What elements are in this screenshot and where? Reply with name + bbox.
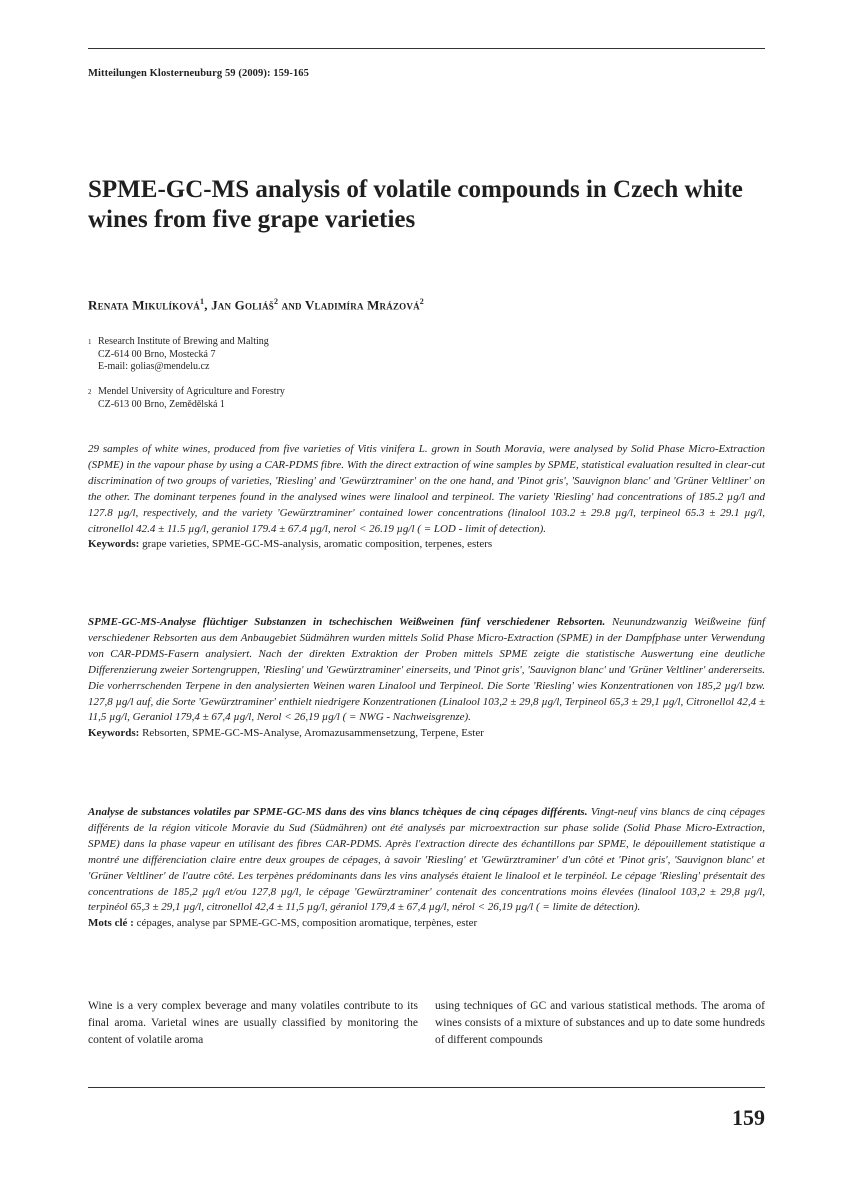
abstract-french: [88, 805, 765, 932]
affiliation-line: CZ-613 00 Brno, Zemědělská 1: [98, 398, 225, 410]
affiliation: [88, 336, 269, 374]
bottom-rule: [88, 1087, 765, 1088]
abstract-lead-title: SPME-GC-MS-Analyse flüchtiger Substanzen in tschechischen Weißweinen fünf verschiedener Rebsorten.: [88, 616, 606, 628]
author-name: Jan Goliáš: [211, 297, 274, 313]
body-column-left: Wine is a very complex beverage and many volatiles contribute to its final aroma. Varietal wines are usually classified by monitoring the content of volatile aroma: [88, 1000, 418, 1046]
page-number: 159: [732, 1105, 765, 1130]
keywords-label: Mots clé :: [88, 917, 134, 930]
affiliation-marker: 2: [419, 297, 424, 306]
author-separator: and: [278, 297, 305, 313]
affiliation-number: 1: [88, 338, 92, 346]
abstract-lead-title: Analyse de substances volatiles par SPME-GC-MS dans des vins blancs tchèques de cinq cépages différents.: [88, 806, 588, 818]
paper-title: SPME-GC-MS analysis of volatile compounds in Czech white wines from five grape varieties: [88, 176, 743, 233]
keywords: [88, 916, 765, 932]
keywords-text: grape varieties, SPME-GC-MS-analysis, aromatic composition, terpenes, esters: [139, 538, 493, 551]
keywords: [88, 726, 765, 742]
body-column-right: using techniques of GC and various statistical methods. The aroma of wines consists of a mixture of substances and up to date some hundreds of different compounds: [435, 1000, 765, 1046]
author-list: [88, 297, 424, 313]
journal-citation: Mitteilungen Klosterneuburg 59 (2009): 159-165: [88, 68, 309, 79]
abstract-text: Neunundzwanzig Weißweine fünf verschiedener Rebsorten aus dem Anbaugebiet Südmähren wurden mittels Solid Phase Micro-Extraction (SPME) in der Dampfphase unter Verwendung von CAR-PDMS-Fasern analysiert. Nach der direkten Extraktion der Proben mittels SPME zeigte die statistische Auswertung eine deutliche Differenzierung zweier Sortengruppen, 'Riesling' und 'Gewürztraminer' einerseits, und 'Pinot gris', 'Sauvignon blanc' und 'Grüner Veltliner' andererseits. Die vorherrschenden Terpene in den analysierten Weinen waren Linalool und Terpineol. Die Sorte 'Riesling' wies Konzentrationen von 185,2 µg/l bzw. 127,8 µg/l auf, die Sorte 'Gewürztraminer' enthielt niedrigere Konzentrationen (Linalool 103,2 ± 29,8 µg/l, Terpineol 65,3 ± 29,1 µg/l, Citronellol 42,4 ± 11,5 µg/l, Geraniol 179,4 ± 67,4 µg/l, Nerol < 26,19 µg/l ( = NWG - Nachweisgrenze).: [88, 616, 765, 724]
keywords-label: Keywords:: [88, 727, 140, 740]
keywords-text: Rebsorten, SPME-GC-MS-Analyse, Aromazusammensetzung, Terpene, Ester: [139, 727, 484, 740]
affiliation: [88, 386, 285, 411]
abstract-text: Vingt-neuf vins blancs de cinq cépages différents de la région viticole Moravie du Sud (Südmähren) ont été analysés par microextraction sur phase solide (Solid Phase Micro-Extraction, SPME) dans la phase vapeur en utilisant des fibres CAR-PDMS. Après l'extraction directe des échantillons par SPME, le dépouillement statistique a montré une différenciation claire entre deux groupes de cépages, à savoir 'Riesling' et 'Gewürztraminer' d'un côté et 'Pinot gris', 'Sauvignon blanc' et 'Grüner Veltliner' de l'autre côté. Les terpènes prédominants dans les vins analysés étaient le linalool et le terpinéol. Le cépage 'Riesling' présentait des concentrations de 185,2 µg/l et/ou 127,8 µg/l, le cépage 'Gewürztraminer' contenait des concentrations moins élevées (linalool 103,2 ± 29,8 µg/l, terpinéol 65,3 ± 29,1 µg/l, citronellol 42,4 ± 11,5 µg/l, géraniol 179,4 ± 67,4 µg/l, nérol < 26,19 µg/l ( = limite de détection).: [88, 806, 765, 914]
affiliation-number: 2: [88, 388, 92, 396]
affiliation-line: Mendel University of Agriculture and Forestry: [98, 386, 285, 397]
abstract-text: 29 samples of white wines, produced from five varieties of Vitis vinifera L. grown in South Moravia, were analysed by Solid Phase Micro-Extraction (SPME) in the vapour phase by using a CAR-PDMS fibre. With the direct extraction of wine samples by SPME, statistical evaluation resulted in clear-cut discrimination of two groups of varieties, 'Riesling' and 'Gewürztraminer' on the one hand, and 'Pinot gris', 'Sauvignon blanc' and 'Grüner Veltliner' on the other. The dominant terpenes found in the analysed wines were linalool and terpineol. The variety 'Riesling' had concentrations of 185.2 µg/l and 127.8 µg/l, respectively, and the variety 'Gewürztraminer' contained lower concentrations (linalool 103.2 ± 29.8 µg/l, terpineol 65.3 ± 29.1 µg/l, citronellol 42.4 ± 11.5 µg/l, geraniol 179.4 ± 67.4 µg/l, nerol < 26.19 µg/l ( = LOD - limit of detection).: [88, 443, 765, 535]
abstract-english: [88, 442, 765, 553]
abstract-german: [88, 615, 765, 742]
author-name: Renata Mikulíková: [88, 297, 200, 313]
keywords-label: Keywords:: [88, 538, 140, 551]
affiliation-marker: 2: [273, 297, 279, 306]
affiliation-line: CZ-614 00 Brno, Mostecká 7: [98, 348, 216, 360]
top-rule: [88, 48, 765, 49]
affiliation-line: E-mail: golias@mendelu.cz: [98, 361, 210, 372]
keywords: [88, 537, 765, 553]
affiliation-marker: 1: [200, 297, 205, 306]
affiliation-line: Research Institute of Brewing and Malting: [98, 336, 269, 347]
author-separator: ,: [204, 297, 212, 313]
keywords-text: cépages, analyse par SPME-GC-MS, composition aromatique, terpènes, ester: [133, 917, 478, 930]
author-name: Vladimíra Mrázová: [304, 297, 420, 313]
